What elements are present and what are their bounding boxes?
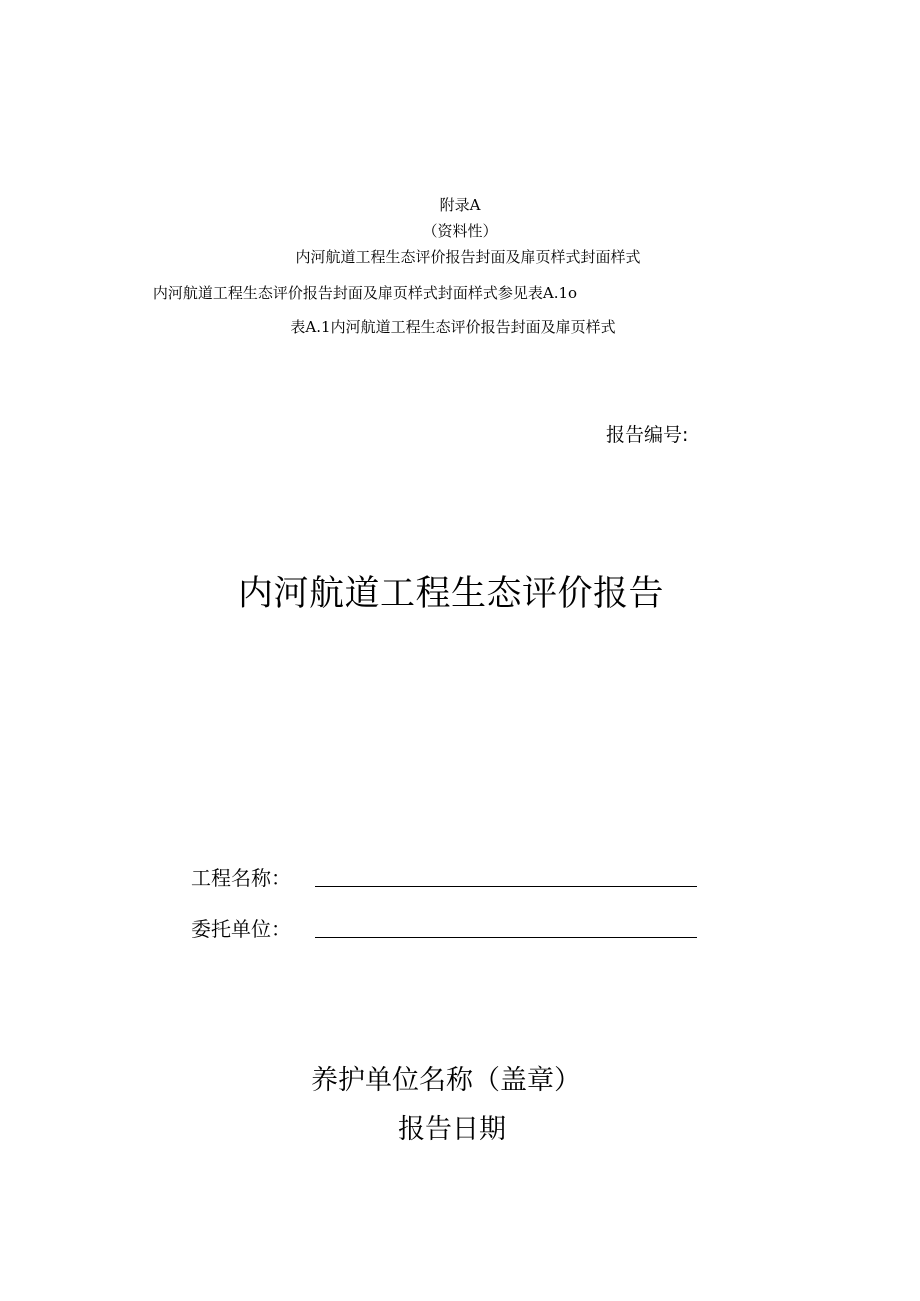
report-date: 报告日期 bbox=[398, 1114, 506, 1145]
cover-style-reference-text: 内河航道工程生态评价报告封面及扉页样式封面样式参见表A.1o bbox=[152, 284, 578, 302]
table-caption: 表A.1内河航道工程生态评价报告封面及扉页样式 bbox=[290, 318, 616, 336]
client-blank-line bbox=[315, 937, 697, 938]
project-name-blank-line bbox=[315, 886, 697, 887]
maintenance-org-stamp: 养护单位名称（盖章） bbox=[311, 1065, 581, 1096]
report-title: 内河航道工程生态评价报告 bbox=[237, 574, 664, 614]
project-name-label: 工程名称： bbox=[191, 866, 291, 890]
report-number-label: 报告编号: bbox=[606, 424, 689, 446]
client-label: 委托单位： bbox=[191, 917, 291, 941]
cover-style-heading: 内河航道工程生态评价报告封面及扉页样式封面样式 bbox=[295, 248, 641, 266]
appendix-label: 附录A bbox=[439, 196, 481, 214]
appendix-note: （资料性） bbox=[422, 222, 498, 240]
